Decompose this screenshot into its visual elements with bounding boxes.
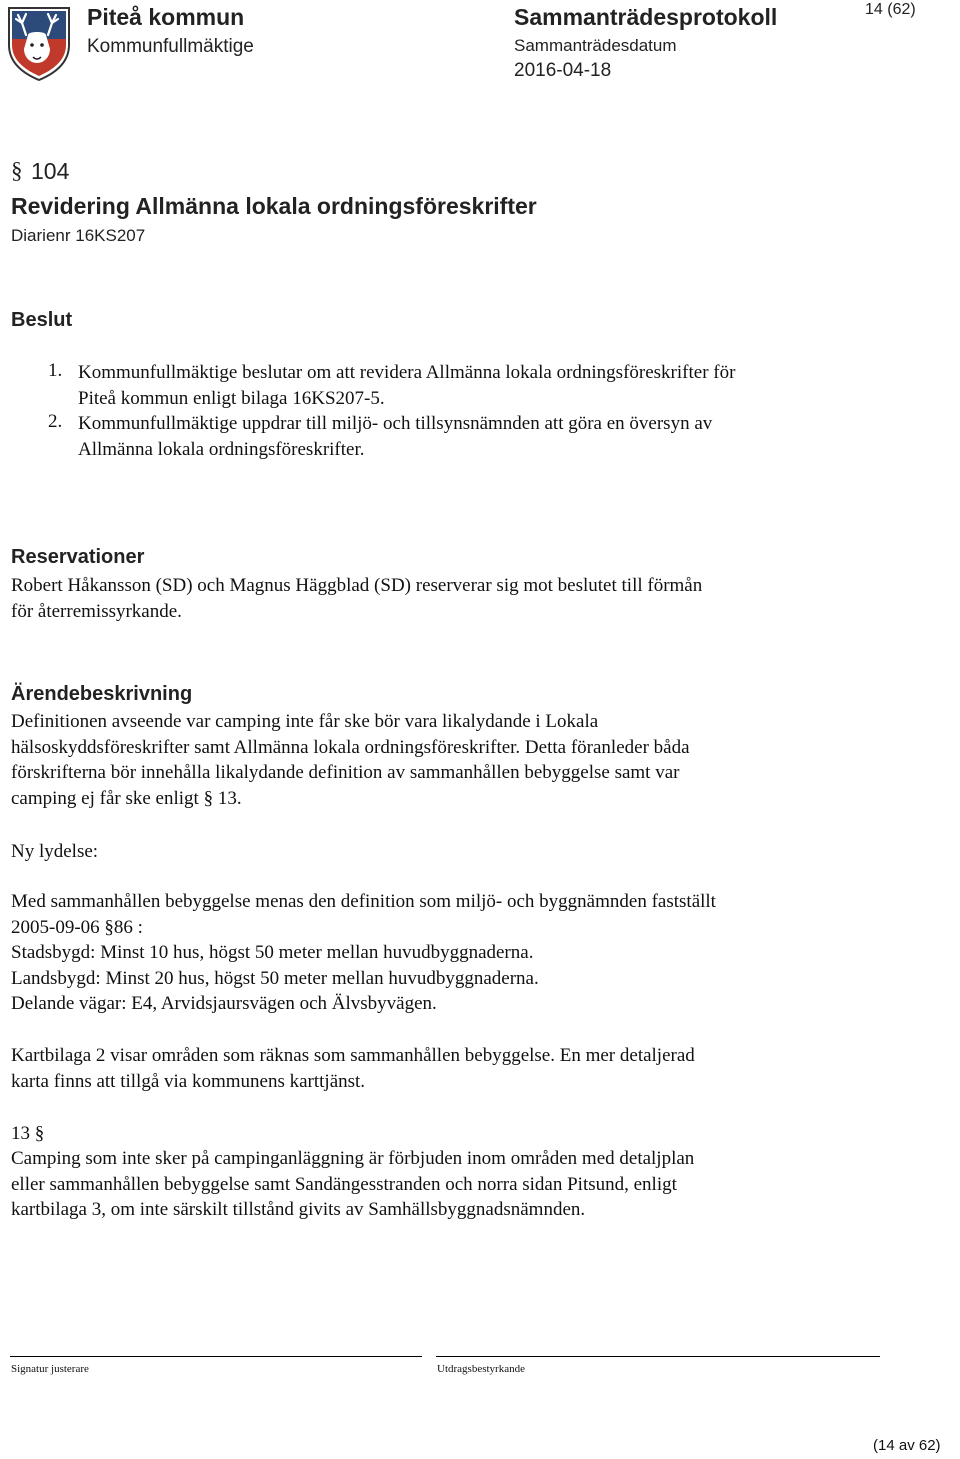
meeting-date-label: Sammanträdesdatum [514,36,677,55]
paragraph-13-number: 13 [11,1123,30,1144]
kartbilaga-line-2: karta finns att tillgå via kommunens karttjänst. [11,1070,366,1092]
arende-line-4 [11,786,931,812]
arende-line-1: Definitionen avseende var camping inte får ske bör vara likalydande i Lokala [11,711,599,732]
decision-2-line-2: Allmänna lokala ordningsföreskrifter. [78,438,365,460]
decision-1-line-2: Piteå kommun enligt bilaga 16KS207-5. [78,387,385,409]
utdragsbestyrkande-label: Utdragsbestyrkande [437,1363,525,1375]
section-sign: § [34,1123,45,1144]
reservationer-line-2: för återremissyrkande. [11,600,182,622]
arende-line-4-ref: 13. [217,787,242,809]
definition-line-2 [11,915,931,941]
page-number: 14 (62) [865,1,916,18]
ny-lydelse-label: Ny lydelse: [11,841,99,862]
decision-1-line-1: Kommunfullmäktige beslutar om att revidera Allmänna lokala ordningsföreskrifter för [78,362,736,383]
signatur-justerare-label: Signatur justerare [11,1363,89,1375]
definition-date: 2005-09-06 [11,916,100,938]
decision-1-number: 1. [48,360,63,381]
definition-ref: 86 : [113,916,143,938]
delande-vagar-line: Delande vägar: E4, Arvidsjaursvägen och Älvsbyvägen. [11,993,437,1014]
section-sign: § [203,787,214,809]
camping-line-1: Camping som inte sker på campinganläggning är förbjuden inom områden med detaljplan [11,1148,695,1169]
beslut-heading: Beslut [11,309,73,331]
kartbilaga-line-1: Kartbilaga 2 visar områden som räknas som sammanhållen bebyggelse. En mer detaljerad [11,1045,695,1066]
reservationer-line-1: Robert Håkansson (SD) och Magnus Häggblad (SD) reserverar sig mot beslutet till förmån [11,575,703,596]
arende-heading: Ärendebeskrivning [11,683,193,705]
municipality-crest-logo [6,5,72,81]
arende-line-3: förskrifterna bör innehålla likalydande definition av sammanhållen bebyggelse samt var [11,762,680,783]
paragraph-sign: § [11,158,23,183]
document-type: Sammanträdesprotokoll [514,4,778,30]
landsbygd-line: Landsbygd: Minst 20 hus, högst 50 meter mellan huvudbyggnaderna. [11,967,539,989]
camping-line-3: kartbilaga 3, om inte särskilt tillstånd givits av Samhällsbyggnadsnämnden. [11,1199,586,1220]
reservationer-text [11,573,911,624]
stadsbygd-line: Stadsbygd: Minst 10 hus, högst 50 meter mellan huvudbyggnaderna. [11,942,534,963]
organization-name: Piteå kommun [87,4,245,30]
section-sign: § [104,916,114,938]
decision-2-number: 2. [48,411,63,432]
signature-line [10,1356,422,1357]
decision-1-text [78,360,878,411]
camping-block [11,1146,931,1223]
reservationer-heading: Reservationer [11,546,145,568]
paragraph-13-heading [11,1121,44,1147]
decision-2-text [78,411,878,462]
meeting-date: 2016-04-18 [514,60,612,81]
decision-2-line-1: Kommunfullmäktige uppdrar till miljö- och tillsynsnämnden att göra en översyn av [78,413,713,434]
footer-page-number: (14 av 62) [873,1437,941,1454]
paragraph-number: 104 [31,158,70,184]
camping-line-2: eller sammanhållen bebyggelse samt Sandängesstranden och norra sidan Pitsund, enligt [11,1173,677,1195]
definition-block [11,889,931,1017]
arende-text [11,709,931,811]
arende-line-4-text: camping ej får ske enligt [11,787,199,809]
diarie-number: Diarienr 16KS207 [11,226,146,245]
kartbilaga-block [11,1043,931,1094]
organization-body: Kommunfullmäktige [87,36,254,57]
page-title: Revidering Allmänna lokala ordningsföreskrifter [11,193,537,219]
extract-line [436,1356,880,1357]
arende-line-2: hälsoskyddsföreskrifter samt Allmänna lokala ordningsföreskrifter. Detta föranleder båda [11,736,690,758]
definition-line-1: Med sammanhållen bebyggelse menas den definition som miljö- och byggnämnden fastställt [11,891,716,912]
